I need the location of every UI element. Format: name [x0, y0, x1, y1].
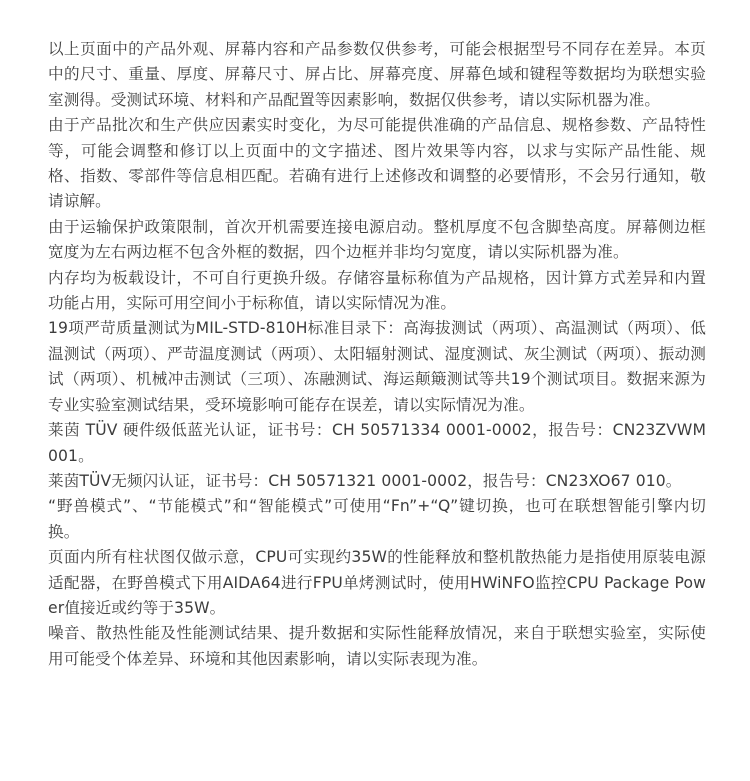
note-batch-changes: 由于产品批次和生产供应因素实时变化，为尽可能提供准确的产品信息、规格参数、产品特性等，可能会调整和修订以上页面中的文字描述、图片效果等内容，以求与实际产品性能、规格、指数、零部件等信息相匹配。若确有进行上述修改和调整的必要情形，不会另行通知，敬请谅解。 — [48, 116, 706, 211]
note-noise-thermal: 噪音、散热性能及性能测试结果、提升数据和实际性能释放情况，来自于联想实验室，实际使用可能受个体差异、环境和其他因素影响，请以实际表现为准。 — [48, 624, 706, 668]
note-performance-modes: “野兽模式”、“节能模式”和“智能模式”可使用“Fn”+“Q”键切换，也可在联想智能引擎内切换。 — [48, 497, 706, 541]
note-memory-storage: 内存均为板载设计，不可自行更换升级。存储容量标称值为产品规格，因计算方式差异和内置功能占用，实际可用空间小于标称值，请以实际情况为准。 — [48, 268, 706, 313]
note-tuv-flicker-free: 莱茵TÜV无频闪认证，证书号：CH 50571321 0001-0002，报告号：CN23XO67 010。 — [48, 471, 682, 490]
note-mil-std-tests: 19项严苛质量测试为MIL-STD-810H标准目录下：高海拔测试（两项）、高温测试（两项）、低温测试（两项）、严苛温度测试（两项）、太阳辐射测试、湿度测试、灰尘测试（两项）、振动测试（两项）、机械冲击测试（三项）、冻融测试、海运颠簸测试等共19个测试项目。数据来源为专业实验室测试结果，受环境影响可能存在误差，请以实际情况为准。 — [48, 319, 706, 414]
note-tuv-low-blue-light: 莱茵 TÜV 硬件级低蓝光认证，证书号：CH 50571334 0001-0002，报告号：CN23ZVWM 001。 — [48, 421, 706, 465]
note-display-params: 以上页面中的产品外观、屏幕内容和产品参数仅供参考，可能会根据型号不同存在差异。本页中的尺寸、重量、厚度、屏幕尺寸、屏占比、屏幕亮度、屏幕色域和键程等数据均为联想实验室测得。受测试环境、材料和产品配置等因素影响，数据仅供参考，请以实际机器为准。 — [48, 40, 706, 109]
disclaimer-notes — [48, 37, 706, 672]
note-transport-power: 由于运输保护政策限制，首次开机需要连接电源启动。整机厚度不包含脚垫高度。屏幕侧边框宽度为左右两边框不包含外框的数据，四个边框并非均匀宽度，请以实际机器为准。 — [48, 217, 706, 262]
note-cpu-power: 页面内所有柱状图仅做示意，CPU可实现约35W的性能释放和整机散热能力是指使用原装电源适配器，在野兽模式下用AIDA64进行FPU单烤测试时，使用HWiNFO监控CPU Package Power值接近或约等于35W。 — [48, 548, 706, 617]
